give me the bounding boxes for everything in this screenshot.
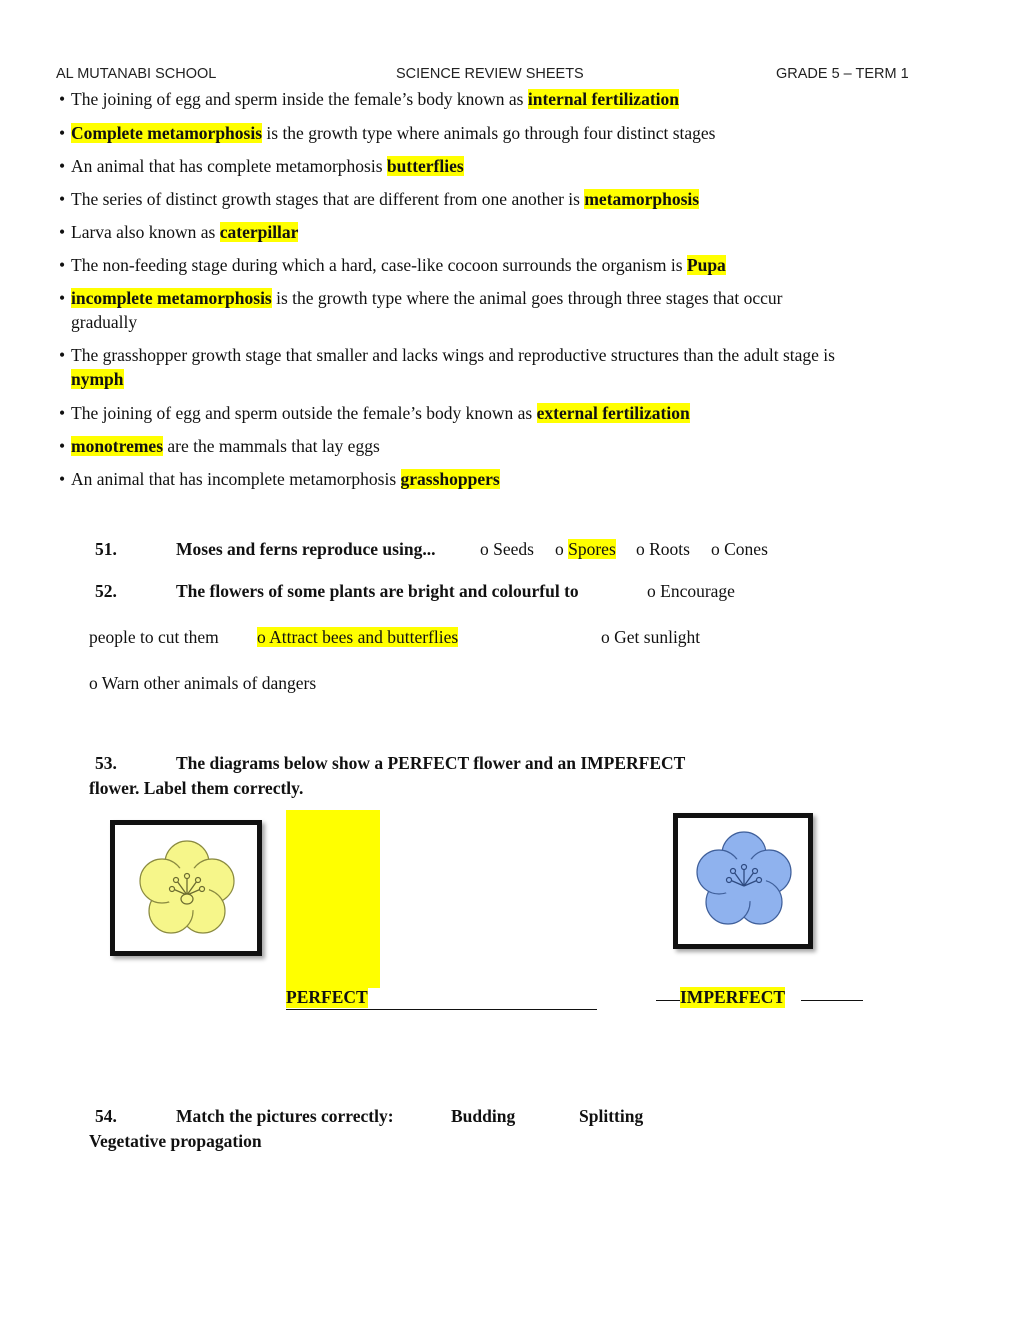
bullet-item: • An animal that has incomplete metamorphosis grasshoppers	[59, 469, 500, 489]
answer-highlight: o Attract bees and butterflies	[257, 627, 459, 647]
perfect-flower-frame	[110, 820, 262, 956]
grade-term: GRADE 5 – TERM 1	[776, 66, 909, 82]
q52-option-encourage-cont[interactable]: people to cut them	[89, 627, 219, 647]
q53-question-line1: The diagrams below show a PERFECT flower and an IMPERFECT	[176, 753, 686, 773]
answer-highlight: butterflies	[386, 156, 464, 176]
q52-option-sunlight[interactable]: o Get sunlight	[601, 627, 701, 647]
school-name: AL MUTANABI SCHOOL	[56, 66, 217, 82]
q51-question: Moses and ferns reproduce using...	[176, 539, 436, 559]
answer-highlight: grasshoppers	[400, 469, 500, 489]
answer-highlight: Pupa	[686, 255, 726, 275]
bullet-item: • The grasshopper growth stage that smaller and lacks wings and reproductive structures than the adult stage is nymph	[59, 345, 835, 389]
bullet-item: • An animal that has complete metamorphosis butterflies	[59, 156, 464, 176]
q51-option-roots[interactable]: o Roots	[636, 539, 690, 559]
answer-highlight-bar	[286, 810, 380, 988]
q51-option-cones[interactable]: o Cones	[711, 539, 768, 559]
bullet-item: • Larva also known as caterpillar	[59, 222, 299, 242]
blue-flower-icon	[678, 818, 808, 944]
bullet-item: • The non-feeding stage during which a hard, case-like cocoon surrounds the organism is Pupa	[59, 255, 726, 275]
bullet-item: • The joining of egg and sperm inside the female’s body known as internal fertilization	[59, 89, 680, 109]
answer-highlight: incomplete metamorphosis	[71, 288, 272, 308]
q54-number: 54.	[95, 1106, 117, 1126]
answer-highlight: internal fertilization	[527, 89, 680, 109]
label-perfect: PERFECT	[286, 987, 368, 1007]
bullet-item: • Complete metamorphosis is the growth type where animals go through four distinct stages	[59, 123, 716, 143]
bullet-item: • The series of distinct growth stages that are different from one another is metamorphosis	[59, 189, 700, 209]
q52-question: The flowers of some plants are bright and colourful to	[176, 581, 579, 601]
q52-option-encourage[interactable]: o Encourage	[647, 581, 735, 601]
label-imperfect: IMPERFECT	[680, 987, 785, 1007]
bullet-item: • The joining of egg and sperm outside the female’s body known as external fertilization	[59, 403, 690, 423]
answer-highlight: nymph	[71, 369, 124, 389]
q51-number: 51.	[95, 539, 117, 559]
answer-highlight: Complete metamorphosis	[71, 123, 263, 143]
yellow-flower-icon	[115, 825, 257, 951]
answer-line-imperfect-right	[801, 1000, 863, 1001]
answer-highlight: external fertilization	[536, 403, 690, 423]
q51-option-seeds[interactable]: o Seeds	[480, 539, 534, 559]
q51-option-spores[interactable]: o Spores	[555, 539, 616, 559]
answer-line-imperfect-left	[656, 1000, 680, 1001]
answer-highlight: caterpillar	[219, 222, 299, 242]
bullet-item: • monotremes are the mammals that lay eggs	[59, 436, 380, 456]
q54-option-vegetative: Vegetative propagation	[89, 1131, 262, 1151]
bullet-item: • incomplete metamorphosis is the growth type where the animal goes through three stages that occur gradually	[59, 288, 783, 332]
answer-highlight: Spores	[568, 539, 616, 559]
answer-line-perfect	[286, 1009, 597, 1010]
answer-highlight: monotremes	[71, 436, 164, 456]
q54-question: Match the pictures correctly:	[176, 1106, 394, 1126]
q53-number: 53.	[95, 753, 117, 773]
answer-highlight: metamorphosis	[584, 189, 700, 209]
imperfect-flower-frame	[673, 813, 813, 949]
q53-question-line2: flower. Label them correctly.	[89, 778, 304, 798]
sheet-title: SCIENCE REVIEW SHEETS	[396, 66, 584, 82]
q54-option-splitting: Splitting	[579, 1106, 644, 1126]
q54-option-budding: Budding	[451, 1106, 516, 1126]
q52-option-warn[interactable]: o Warn other animals of dangers	[89, 673, 317, 693]
q52-option-attract[interactable]	[257, 625, 458, 650]
q52-number: 52.	[95, 581, 117, 601]
